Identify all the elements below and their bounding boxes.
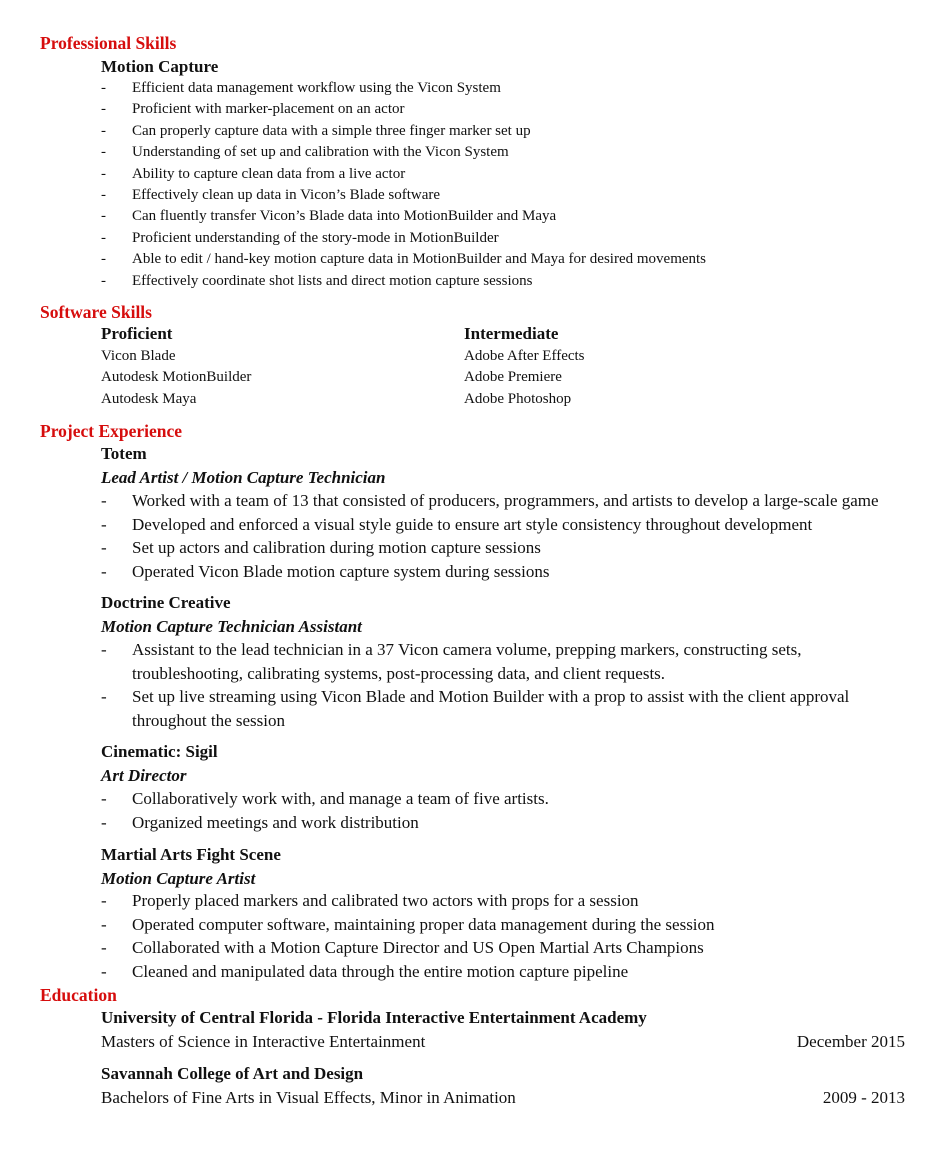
project-name-doctrine-creative: Doctrine Creative bbox=[101, 593, 231, 612]
list-item: - Collaboratively work with, and manage a team of five artists. bbox=[101, 789, 549, 808]
project-name-cinematic-sigil: Cinematic: Sigil bbox=[101, 742, 218, 761]
project-role-totem: Lead Artist / Motion Capture Technician bbox=[101, 468, 386, 487]
list-item: Autodesk Maya bbox=[101, 390, 197, 407]
section-heading-education: Education bbox=[40, 985, 117, 1005]
list-item: Adobe Photoshop bbox=[464, 390, 572, 407]
list-item: Autodesk MotionBuilder bbox=[101, 369, 252, 386]
list-item: - Can properly capture data with a simple three finger marker set up bbox=[101, 122, 531, 139]
list-item: - Operated computer software, maintaining proper data management during the session bbox=[101, 914, 715, 934]
doctrine-creative-bullet-list bbox=[101, 638, 891, 732]
list-item: - Able to edit / hand-key motion capture data in MotionBuilder and Maya for desired movements bbox=[101, 251, 707, 268]
project-role-martial-arts-fight-scene: Motion Capture Artist bbox=[101, 869, 256, 888]
list-item: - Understanding of set up and calibration with the Vicon System bbox=[101, 144, 509, 161]
project-role-cinematic-sigil: Art Director bbox=[101, 766, 187, 785]
section-heading-project-experience: Project Experience bbox=[40, 421, 183, 441]
date-ucf: December 2015 bbox=[796, 1032, 905, 1051]
list-item: - Proficient with marker-placement on an actor bbox=[101, 101, 405, 118]
list-item: - Collaborated with a Motion Capture Director and US Open Martial Arts Champions bbox=[101, 938, 704, 957]
degree-scad: Bachelors of Fine Arts in Visual Effects, Minor in Animation bbox=[101, 1088, 516, 1107]
subheading-proficient: Proficient bbox=[101, 324, 173, 343]
list-item: - Set up live streaming using Vicon Blade and Motion Builder with a prop to assist with the client approval throughout the session bbox=[101, 687, 850, 730]
totem-bullet-list bbox=[101, 489, 921, 583]
section-heading-professional-skills: Professional Skills bbox=[40, 33, 177, 53]
cinematic-sigil-bullet-list bbox=[101, 787, 921, 834]
motion-capture-skills-list bbox=[101, 78, 921, 292]
list-item: - Organized meetings and work distribution bbox=[101, 812, 419, 832]
date-scad: 2009 - 2013 bbox=[822, 1088, 905, 1107]
school-name-scad: Savannah College of Art and Design bbox=[101, 1064, 364, 1083]
list-item: - Assistant to the lead technician in a 37 Vicon camera volume, prepping markers, constructing sets, troubleshooting, calibrating systems, post-processing data, and client requests. bbox=[101, 640, 802, 683]
martial-arts-bullet-list bbox=[101, 889, 921, 983]
list-item: - Effectively clean up data in Vicon’s Blade software bbox=[101, 187, 441, 204]
subheading-motion-capture: Motion Capture bbox=[101, 57, 219, 76]
list-item: - Effectively coordinate shot lists and direct motion capture sessions bbox=[101, 272, 533, 289]
list-item: - Developed and enforced a visual style guide to ensure art style consistency throughout development bbox=[101, 514, 813, 534]
list-item: - Worked with a team of 13 that consisted of producers, programmers, and artists to develop a large-scale game bbox=[101, 491, 879, 510]
list-item: - Ability to capture clean data from a live actor bbox=[101, 165, 406, 182]
list-item: - Efficient data management workflow using the Vicon System bbox=[101, 80, 501, 96]
list-item: - Set up actors and calibration during motion capture sessions bbox=[101, 538, 541, 557]
list-item: - Operated Vicon Blade motion capture system during sessions bbox=[101, 561, 550, 581]
list-item: - Properly placed markers and calibrated two actors with props for a session bbox=[101, 891, 639, 910]
list-item: Adobe After Effects bbox=[464, 348, 585, 364]
school-name-ucf: University of Central Florida - Florida Interactive Entertainment Academy bbox=[101, 1008, 647, 1027]
list-item: - Cleaned and manipulated data through the entire motion capture pipeline bbox=[101, 961, 629, 981]
project-role-doctrine-creative: Motion Capture Technician Assistant bbox=[101, 617, 362, 636]
section-heading-software-skills: Software Skills bbox=[40, 302, 152, 322]
proficient-software-list bbox=[101, 346, 251, 410]
list-item: Vicon Blade bbox=[101, 348, 176, 364]
list-item: - Proficient understanding of the story-mode in MotionBuilder bbox=[101, 229, 499, 246]
list-item: - Can fluently transfer Vicon’s Blade data into MotionBuilder and Maya bbox=[101, 208, 557, 225]
project-name-martial-arts-fight-scene: Martial Arts Fight Scene bbox=[101, 845, 281, 864]
degree-ucf: Masters of Science in Interactive Entertainment bbox=[101, 1032, 426, 1051]
list-item: Adobe Premiere bbox=[464, 369, 562, 386]
project-name-totem: Totem bbox=[101, 444, 147, 463]
subheading-intermediate: Intermediate bbox=[464, 324, 559, 343]
intermediate-software-list bbox=[464, 346, 585, 410]
